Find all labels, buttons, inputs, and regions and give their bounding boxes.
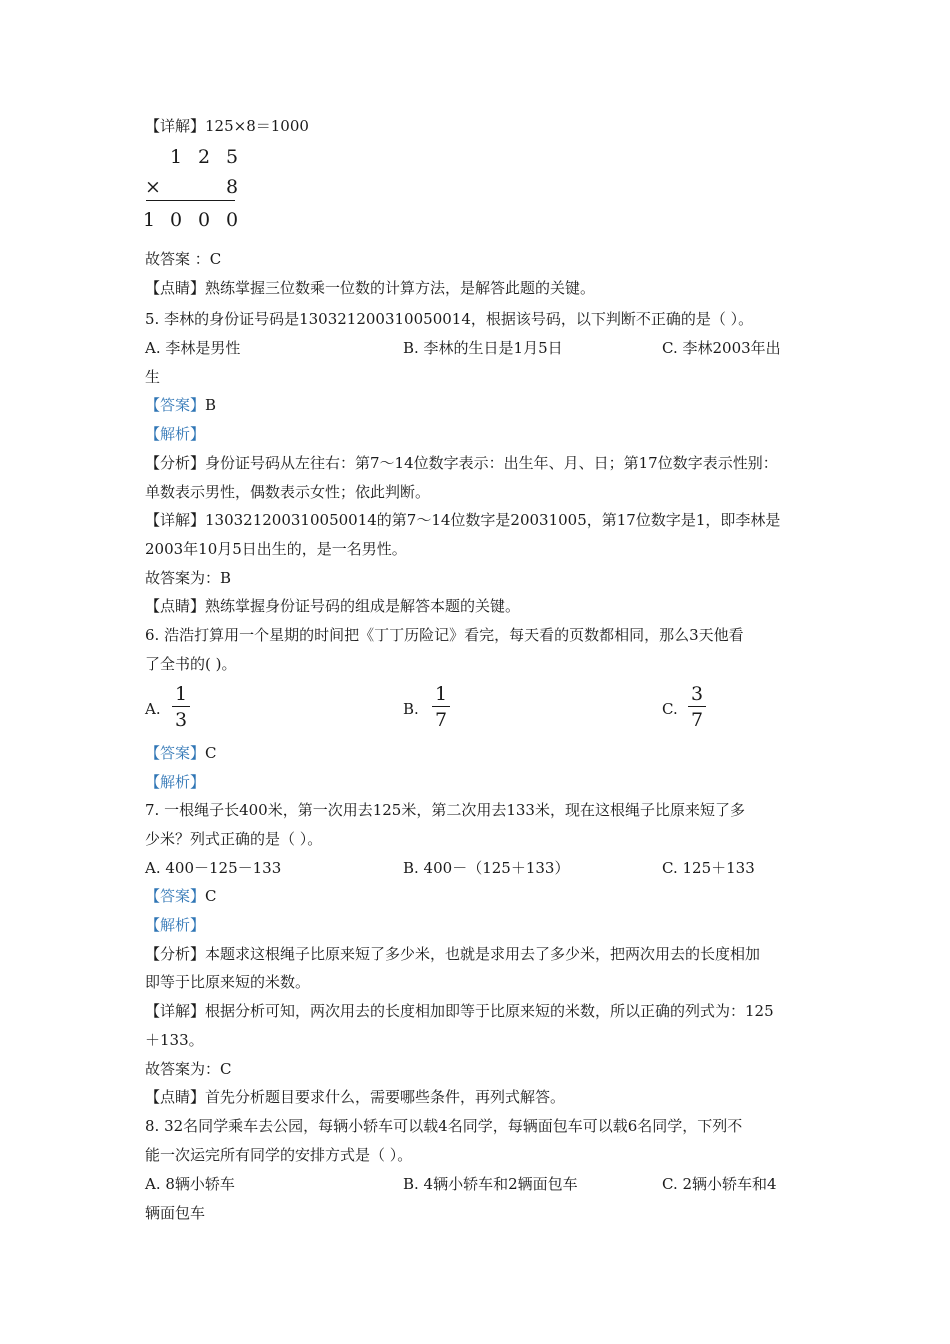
analysis-tag: 【解析】	[145, 425, 206, 443]
option-c-label: C.	[662, 700, 678, 718]
calc-rule	[146, 200, 235, 201]
answer-value: B	[205, 396, 217, 414]
answer-value: C	[205, 744, 217, 762]
question-7-stem: 7. 一根绳子长400米，第一次用去125米，第二次用去133米，现在这根绳子比原来短了多	[145, 801, 745, 819]
numerator: 1	[434, 683, 448, 705]
times-sign: ×	[145, 176, 161, 198]
tip: 【点睛】熟练掌握身份证号码的组成是解答本题的关键。	[145, 597, 521, 615]
calc-digit: 8	[226, 176, 239, 198]
question-5-stem: 5. 李林的身份证号码是130321200310050014，根据该号码，以下判断不正确的是（ ）。	[145, 310, 754, 328]
analysis-tag: 【解析】	[145, 773, 206, 791]
fraction-one-seventh	[432, 683, 450, 731]
calc-digit: 2	[198, 146, 211, 168]
question-8-stem: 8. 32名同学乘车去公园，每辆小轿车可以载4名同学，每辆面包车可以载6名同学，下列不	[145, 1117, 743, 1135]
denominator: 3	[174, 709, 188, 731]
option-a: A. 8辆小轿车	[145, 1175, 235, 1193]
calc-digit: 5	[226, 146, 239, 168]
analysis-text: 【分析】本题求这根绳子比原来短了多少米，也就是求用去了多少米，把两次用去的长度相加	[145, 945, 761, 963]
answer-line	[145, 886, 217, 906]
option-a-label: A.	[145, 700, 161, 718]
fraction-bar	[688, 706, 706, 707]
analysis-tag: 【解析】	[145, 916, 206, 934]
option-b-label: B.	[403, 700, 419, 718]
option-b: B. 4辆小轿车和2辆面包车	[403, 1175, 578, 1193]
detail-text: ＋133。	[145, 1031, 204, 1049]
answer-tag: 【答案】	[145, 396, 206, 414]
question-6-stem: 了全书的( )。	[145, 655, 237, 673]
option-c-continued: 生	[145, 368, 161, 386]
fraction-bar	[432, 706, 450, 707]
option-c: C. 2辆小轿车和4	[662, 1175, 777, 1193]
analysis-text: 【分析】身份证号码从左往右：第7～14位数字表示：出生年、月、日；第17位数字表示性别：	[145, 454, 778, 472]
answer-line	[145, 743, 217, 763]
fraction-three-sevenths	[688, 683, 706, 731]
option-a: A. 400－125－133	[145, 859, 282, 877]
detail-text: 【详解】根据分析可知，两次用去的长度相加即等于比原来短的米数，所以正确的列式为：125	[145, 1002, 774, 1020]
final-answer: 故答案为：B	[145, 569, 232, 587]
analysis-text: 即等于比原来短的米数。	[145, 973, 311, 991]
denominator: 7	[690, 709, 704, 731]
answer-value: C	[205, 887, 217, 905]
calc-digit: 1	[143, 209, 156, 231]
analysis-text: 单数表示男性，偶数表示女性；依此判断。	[145, 483, 431, 501]
question-7-stem: 少米？列式正确的是（ ）。	[145, 830, 323, 848]
option-c: C. 李林2003年出	[662, 339, 781, 357]
fraction-bar	[172, 706, 190, 707]
calc-digit: 0	[226, 209, 239, 231]
answer-tag: 【答案】	[145, 744, 206, 762]
denominator: 7	[434, 709, 448, 731]
option-c-continued: 辆面包车	[145, 1204, 206, 1222]
numerator: 1	[174, 683, 188, 705]
numerator: 3	[690, 683, 704, 705]
calc-digit: 0	[198, 209, 211, 231]
fraction-one-third	[172, 683, 190, 731]
detail-text: 2003年10月5日出生的，是一名男性。	[145, 540, 407, 558]
tip: 【点睛】首先分析题目要求什么，需要哪些条件，再列式解答。	[145, 1088, 566, 1106]
detail-text: 【详解】130321200310050014的第7～14位数字是20031005，第17位数字是1，即李林是	[145, 511, 781, 529]
option-b: B. 400－（125＋133）	[403, 859, 570, 877]
option-b: B. 李林的生日是1月5日	[403, 339, 563, 357]
detail-125x8: 【详解】125×8＝1000	[145, 117, 309, 135]
question-6-stem: 6. 浩浩打算用一个星期的时间把《丁丁历险记》看完，每天看的页数都相同，那么3天他看	[145, 626, 744, 644]
calc-digit: 1	[170, 146, 183, 168]
answer-tag: 【答案】	[145, 887, 206, 905]
option-a: A. 李林是男性	[145, 339, 241, 357]
option-c: C. 125＋133	[662, 859, 755, 877]
tip: 【点睛】熟练掌握三位数乘一位数的计算方法，是解答此题的关键。	[145, 279, 596, 297]
calc-digit: 0	[170, 209, 183, 231]
final-answer: 故答案 ：C	[145, 250, 222, 268]
question-8-stem: 能一次运完所有同学的安排方式是（ ）。	[145, 1146, 413, 1164]
final-answer: 故答案为：C	[145, 1060, 232, 1078]
answer-line	[145, 395, 216, 415]
